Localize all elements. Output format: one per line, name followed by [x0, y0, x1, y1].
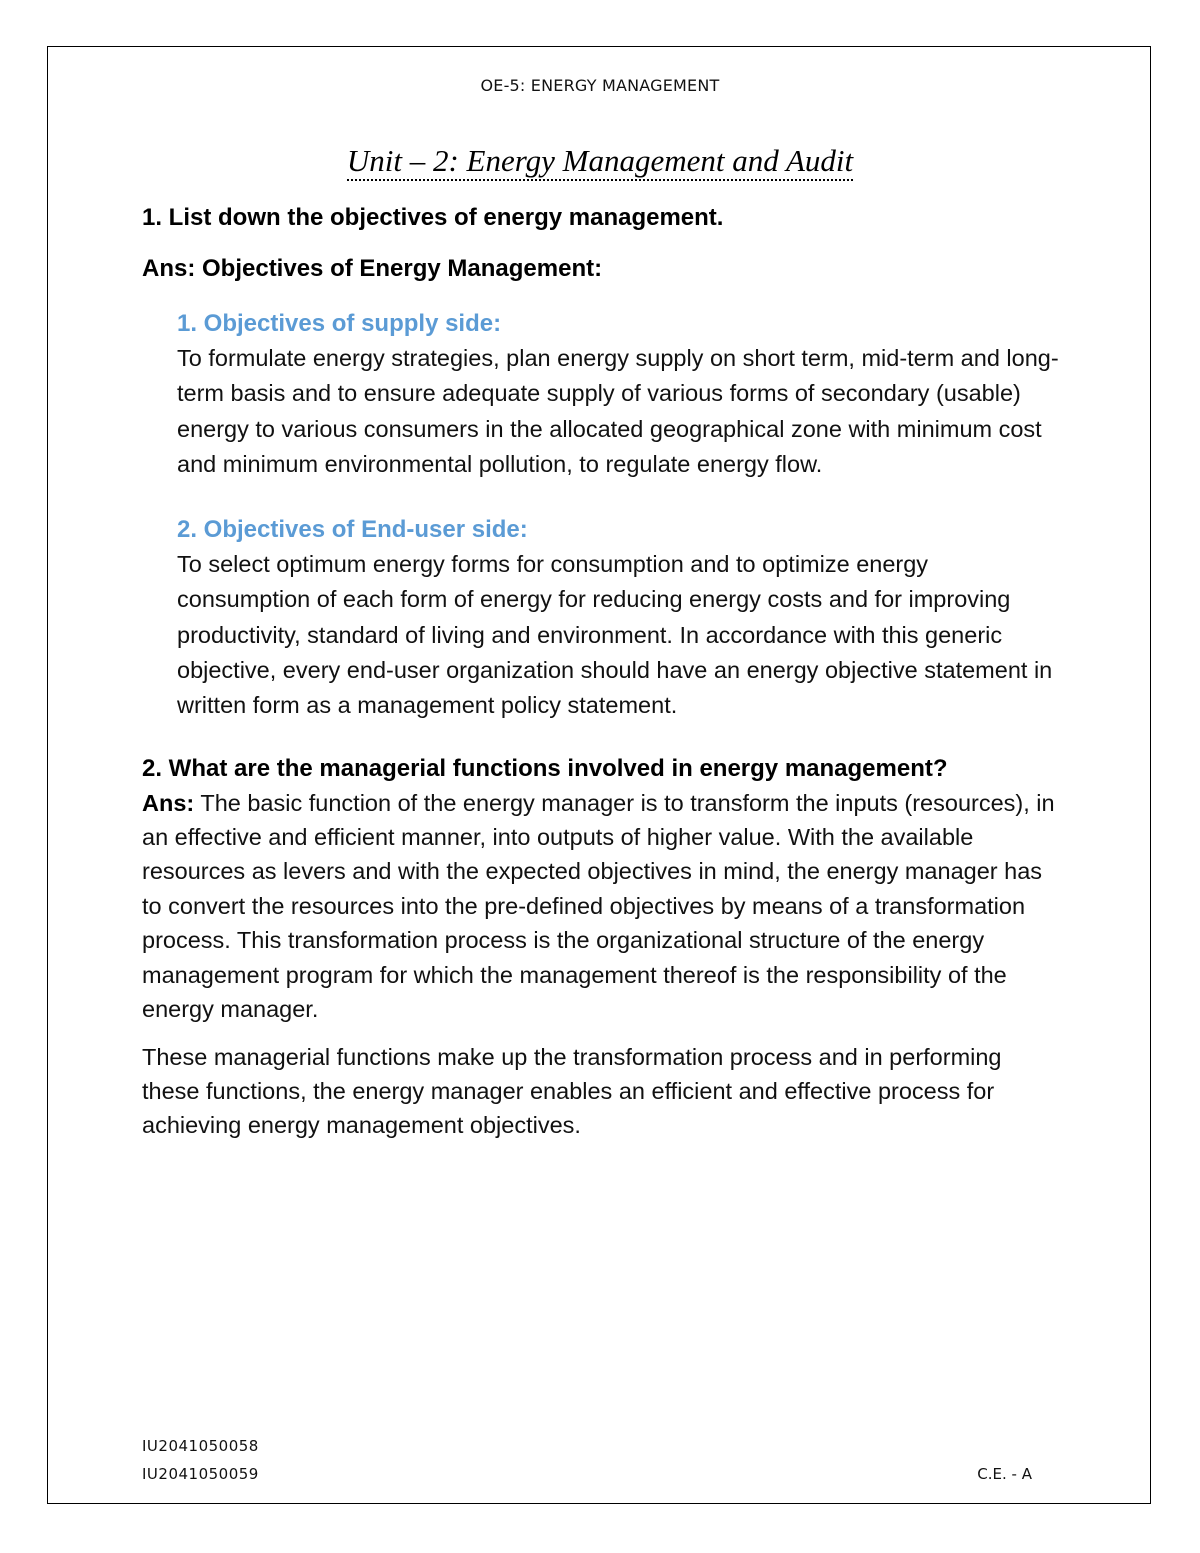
objective-supply-side-body: To formulate energy strategies, plan energy supply on short term, mid-term and long-term basis and to ensure adequate supply of various forms of secondary (usable) energy to various consumers in the allocated geographical zone with minimum cost and minimum environmental pollution, to regulate energy flow.: [177, 345, 1059, 477]
answer-1-heading: Ans: Objectives of Energy Management:: [142, 255, 603, 282]
objective-supply-side: [177, 306, 1062, 482]
question-2: 2. What are the managerial functions involved in energy management?: [142, 754, 948, 782]
footer-student-ids: [142, 1432, 259, 1488]
answer-2-text: The basic function of the energy manager is to transform the inputs (resources), in an effective and efficient manner, into outputs of higher value. With the available resources as levers and with the expected objectives in mind, the energy manager has to convert the resources into the pre-defined objectives by means of a transformation process. This transformation process is the organizational structure of the energy management program for which the management thereof is the responsibility of the energy manager.: [142, 789, 1055, 1023]
objective-end-user-side: [177, 512, 1062, 723]
answer-2: [142, 786, 1062, 1027]
question-1: 1. List down the objectives of energy management.: [142, 204, 724, 231]
unit-title-text: Unit – 2: Energy Management and Audit: [347, 143, 853, 181]
footer-class-label: C.E. - A: [977, 1465, 1032, 1483]
answer-2-paragraph-2: These managerial functions make up the transformation process and in performing these functions, the energy manager enables an efficient and effective process for achieving energy management objectives.: [142, 1043, 1002, 1139]
objective-supply-side-title: 1. Objectives of supply side:: [177, 310, 502, 337]
objective-end-user-side-body: To select optimum energy forms for consumption and to optimize energy consumption of each form of energy for reducing energy costs and for improving productivity, standard of living and environment. In accordance with this generic objective, every end-user organization should have an energy objective statement in written form as a management policy statement.: [177, 551, 1053, 719]
unit-title: [0, 142, 1200, 180]
running-header: OE-5: ENERGY MANAGEMENT: [480, 76, 720, 95]
footer-id-1: IU2041050058: [142, 1437, 259, 1455]
answer-2-label: Ans:: [142, 789, 195, 816]
document-body: [142, 200, 1062, 1143]
footer-id-2: IU2041050059: [142, 1465, 259, 1483]
objective-end-user-side-title: 2. Objectives of End-user side:: [177, 516, 528, 544]
